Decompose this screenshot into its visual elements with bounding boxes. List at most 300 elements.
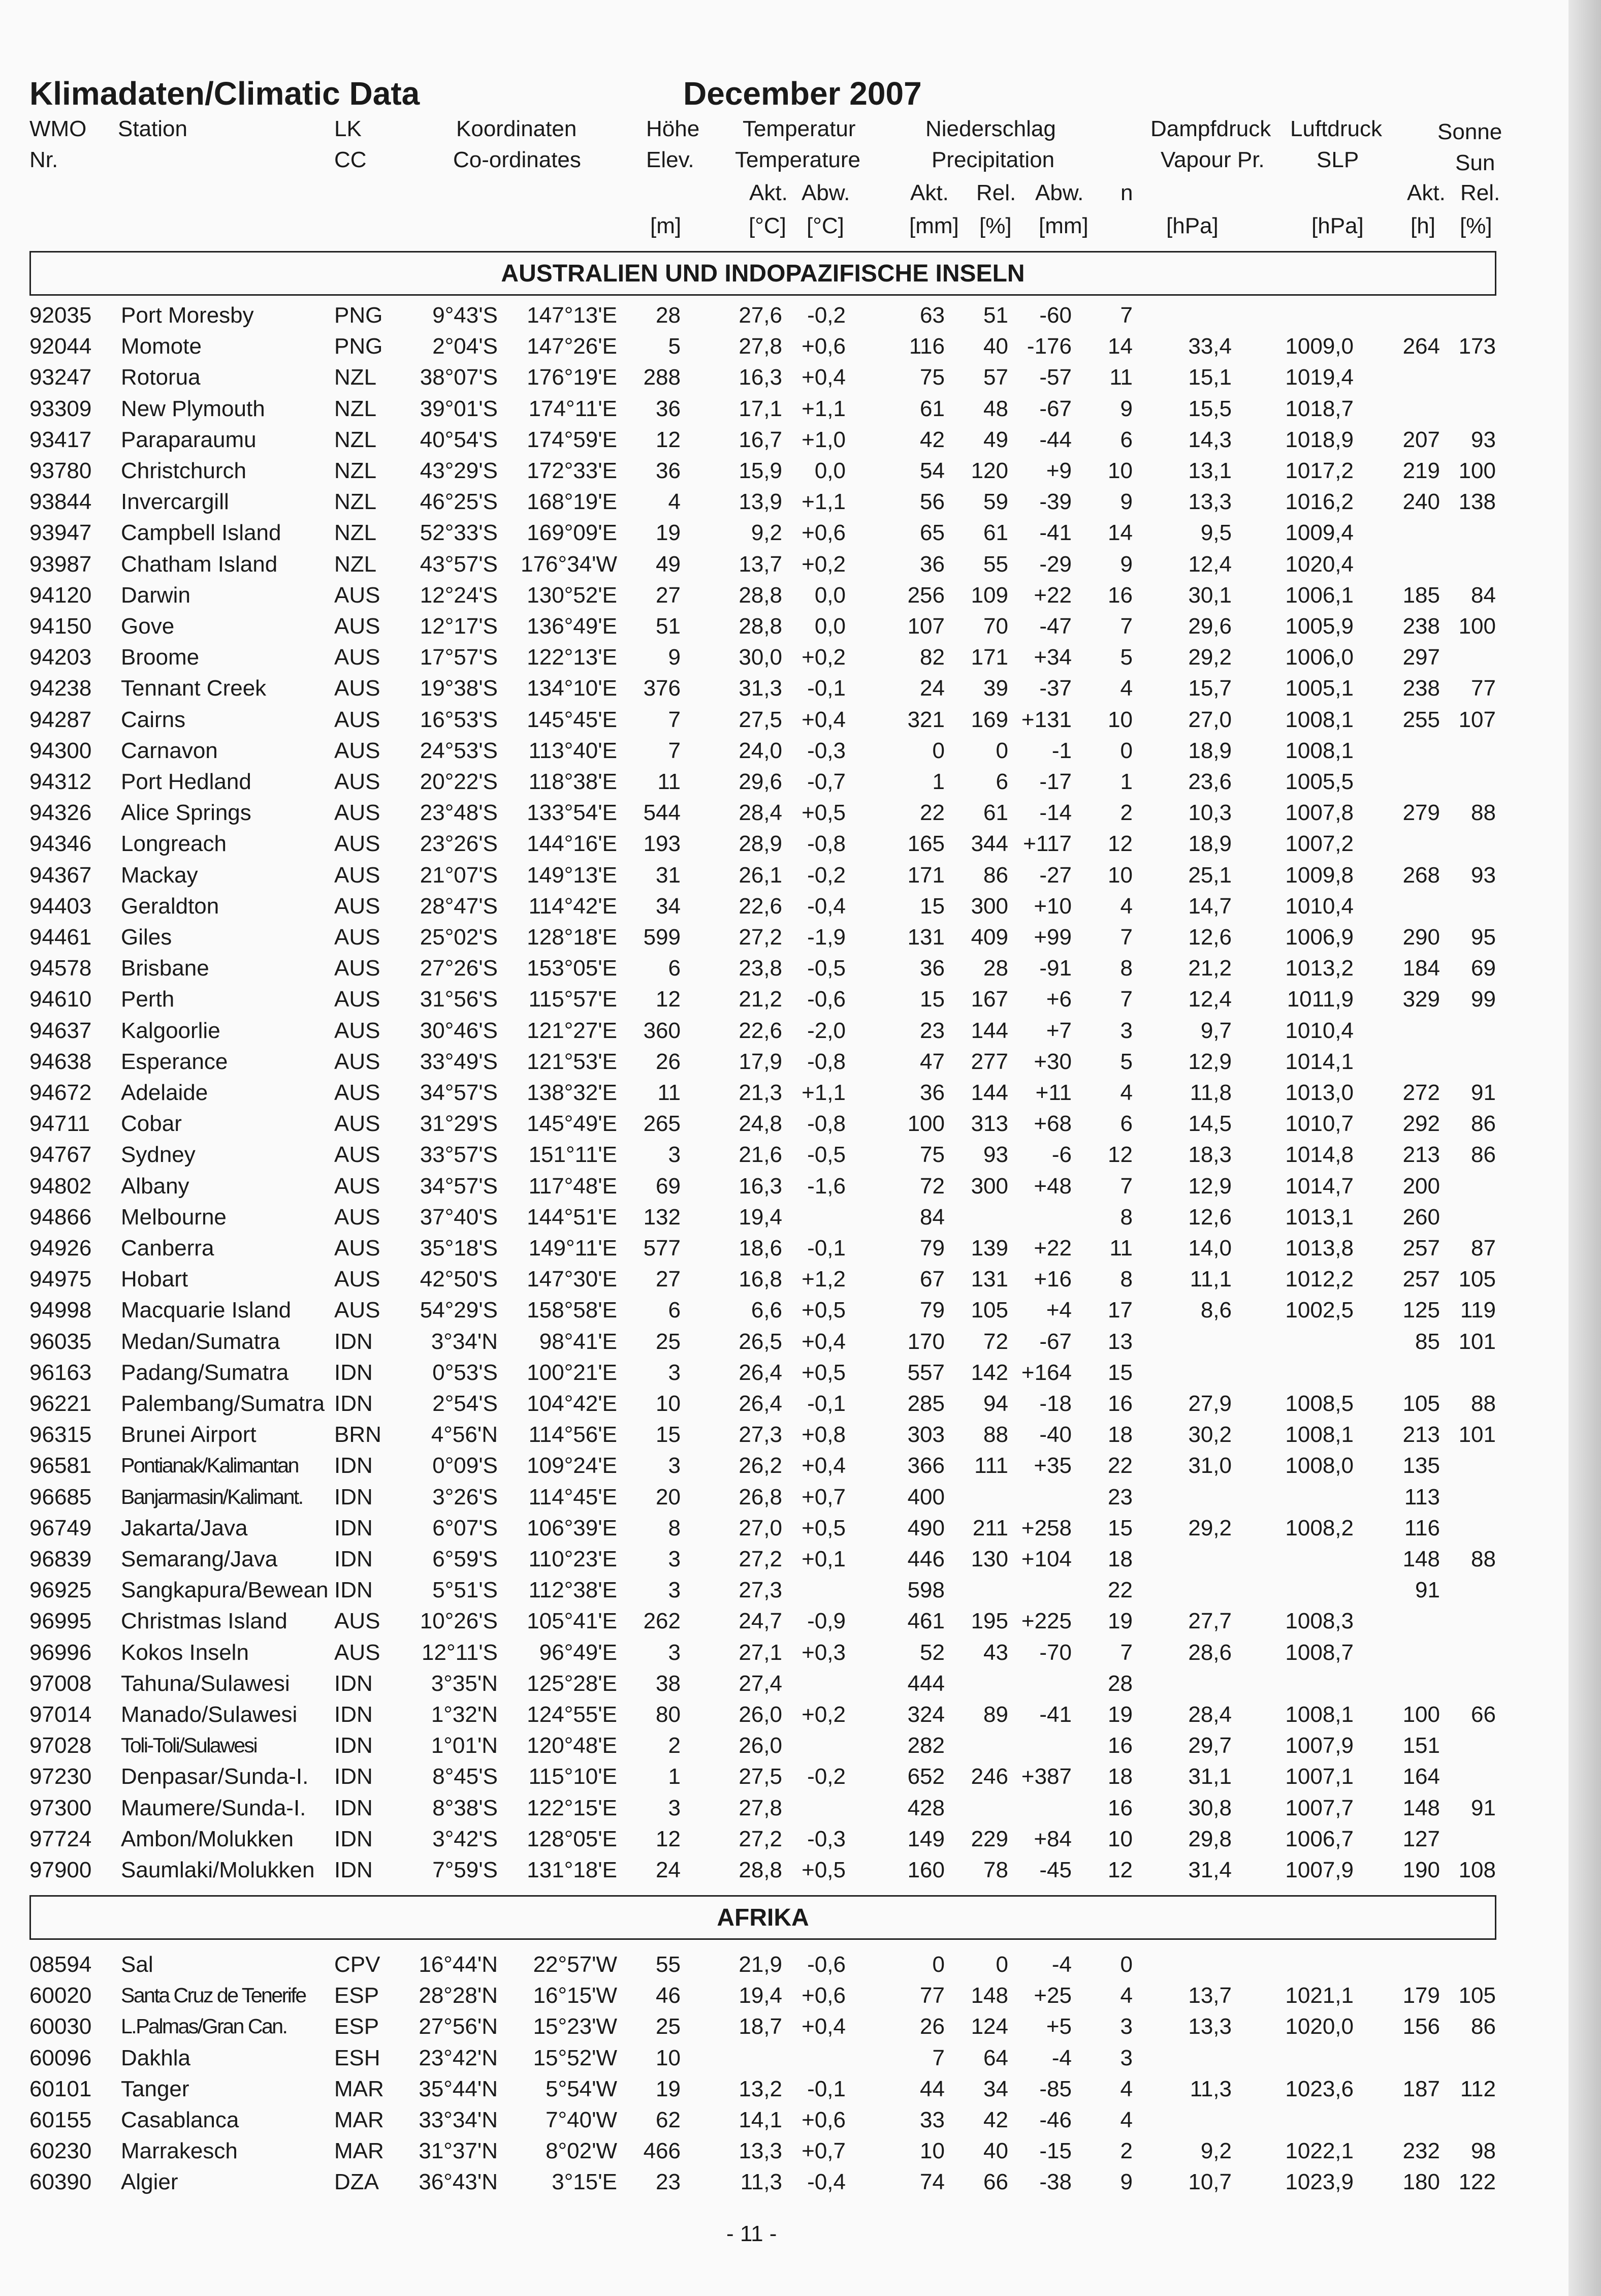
- longitude-cell: 122°15'E: [527, 1795, 617, 1820]
- latitude-cell: 35°18'S: [420, 1236, 498, 1261]
- vapour-cell: 21,2: [1188, 956, 1232, 981]
- slp-cell: 1013,0: [1285, 1080, 1354, 1105]
- precip-rel-cell: 139: [971, 1236, 1008, 1261]
- precip-days-cell: 4: [1120, 2108, 1133, 2132]
- precip-days-cell: 8: [1120, 956, 1133, 981]
- table-row: [0, 1388, 1568, 1419]
- longitude-cell: 115°10'E: [528, 1764, 617, 1789]
- latitude-cell: 6°59'S: [432, 1547, 498, 1571]
- precip-days-cell: 12: [1108, 1142, 1133, 1168]
- temp-akt-cell: 26,0: [739, 1733, 782, 1758]
- longitude-cell: 110°23'E: [528, 1547, 617, 1571]
- precip-days-cell: 16: [1108, 1733, 1133, 1758]
- table-row: [0, 1046, 1568, 1077]
- precip-days-cell: 2: [1120, 800, 1133, 826]
- temp-abw-cell: -0,4: [807, 893, 846, 919]
- country-cell: AUS: [334, 862, 380, 888]
- hdr-s-akt: Akt.: [1407, 180, 1446, 205]
- vapour-cell: 11,3: [1190, 2076, 1232, 2101]
- elevation-cell: 11: [657, 769, 681, 794]
- table-row: [0, 1637, 1568, 1668]
- vapour-cell: 12,9: [1188, 1173, 1232, 1199]
- latitude-cell: 12°17'S: [420, 614, 498, 639]
- temp-abw-cell: +0,4: [802, 707, 846, 732]
- temp-abw-cell: -0,9: [807, 1609, 846, 1634]
- longitude-cell: 121°27'E: [527, 1018, 617, 1043]
- sun-rel-cell: 93: [1471, 862, 1496, 888]
- country-cell: PNG: [334, 334, 383, 359]
- vapour-cell: 9,2: [1200, 2138, 1232, 2164]
- temp-akt-cell: 24,8: [739, 1111, 782, 1137]
- table-row: [0, 766, 1568, 797]
- sun-rel-cell: 69: [1471, 956, 1496, 981]
- precip-akt-cell: 84: [920, 1204, 945, 1230]
- unit-h: [h]: [1411, 213, 1435, 238]
- longitude-cell: 8°02'W: [546, 2138, 617, 2164]
- precip-days-cell: 14: [1108, 520, 1133, 546]
- wmo-cell: 94312: [29, 769, 92, 794]
- elevation-cell: 599: [643, 925, 681, 950]
- sun-rel-cell: 77: [1471, 676, 1496, 701]
- wmo-cell: 97724: [29, 1826, 92, 1851]
- wmo-cell: 96685: [29, 1484, 92, 1509]
- precip-akt-cell: 557: [907, 1360, 945, 1385]
- temp-akt-cell: 11,3: [740, 2169, 782, 2195]
- elevation-cell: 27: [656, 582, 681, 608]
- hdr-temperature: Temperature: [735, 147, 861, 172]
- wmo-cell: 94610: [29, 987, 92, 1012]
- temp-akt-cell: 23,8: [739, 956, 782, 981]
- station-cell: Mackay: [121, 862, 198, 888]
- slp-cell: 1020,4: [1285, 551, 1354, 577]
- country-cell: AUS: [334, 1173, 380, 1199]
- station-cell: Banjarmasin/Kalimant.: [121, 1485, 303, 1508]
- country-cell: AUS: [334, 645, 380, 670]
- country-cell: NZL: [334, 489, 377, 515]
- precip-rel-cell: 130: [971, 1547, 1008, 1571]
- precip-days-cell: 19: [1108, 1702, 1133, 1727]
- hdr-nr: Nr.: [29, 147, 58, 172]
- table-row: [0, 517, 1568, 548]
- table-row: [0, 828, 1568, 859]
- country-cell: AUS: [334, 582, 380, 608]
- precip-akt-cell: 42: [920, 427, 945, 452]
- temp-abw-cell: -0,5: [807, 956, 846, 981]
- country-cell: AUS: [334, 1080, 380, 1105]
- country-cell: AUS: [334, 1049, 380, 1074]
- temp-abw-cell: -2,0: [807, 1018, 846, 1043]
- slp-cell: 1005,5: [1285, 769, 1354, 794]
- vapour-cell: 25,1: [1188, 862, 1232, 888]
- table-row: [0, 1730, 1568, 1761]
- precip-days-cell: 5: [1120, 645, 1133, 670]
- precip-akt-cell: 282: [907, 1733, 945, 1758]
- precip-akt-cell: 23: [920, 1018, 945, 1043]
- longitude-cell: 149°13'E: [527, 862, 617, 888]
- document-title: Klimadaten/Climatic Data: [29, 75, 420, 112]
- country-cell: AUS: [334, 707, 380, 732]
- slp-cell: 1022,1: [1285, 2138, 1354, 2164]
- sun-akt-cell: 185: [1402, 582, 1440, 608]
- longitude-cell: 114°42'E: [528, 893, 617, 919]
- country-cell: AUS: [334, 800, 380, 826]
- elevation-cell: 24: [656, 1858, 681, 1882]
- temp-abw-cell: -0,2: [807, 862, 846, 888]
- precip-days-cell: 9: [1120, 489, 1133, 515]
- elevation-cell: 19: [656, 2076, 681, 2101]
- precip-days-cell: 18: [1108, 1764, 1133, 1789]
- sun-akt-cell: 213: [1402, 1142, 1440, 1168]
- precip-akt-cell: 400: [907, 1484, 945, 1509]
- elevation-cell: 55: [656, 1952, 681, 1977]
- precip-days-cell: 4: [1120, 676, 1133, 701]
- country-cell: AUS: [334, 987, 380, 1012]
- table-row: [0, 2011, 1568, 2042]
- precip-days-cell: 22: [1108, 1578, 1133, 1603]
- elevation-cell: 265: [643, 1111, 681, 1137]
- precip-rel-cell: 0: [996, 738, 1008, 763]
- hdr-temperatur: Temperatur: [743, 116, 856, 141]
- sun-rel-cell: 101: [1458, 1422, 1496, 1448]
- longitude-cell: 151°11'E: [528, 1142, 617, 1168]
- wmo-cell: 94998: [29, 1298, 92, 1323]
- vapour-cell: 29,2: [1188, 1515, 1232, 1540]
- precip-akt-cell: 0: [932, 1952, 945, 1977]
- latitude-cell: 40°54'S: [420, 427, 498, 452]
- unit-m: [m]: [650, 213, 682, 238]
- table-row: [0, 455, 1568, 486]
- latitude-cell: 34°57'S: [420, 1173, 498, 1199]
- sun-akt-cell: 148: [1402, 1547, 1440, 1571]
- latitude-cell: 31°37'N: [419, 2138, 498, 2164]
- table-row: [0, 1980, 1568, 2011]
- wmo-cell: 97028: [29, 1733, 92, 1758]
- country-cell: AUS: [334, 925, 380, 950]
- longitude-cell: 117°48'E: [528, 1173, 617, 1199]
- temp-akt-cell: 27,8: [739, 1795, 782, 1820]
- temp-akt-cell: 22,6: [739, 893, 782, 919]
- slp-cell: 1002,5: [1285, 1298, 1354, 1323]
- vapour-cell: 27,7: [1188, 1609, 1232, 1634]
- vapour-cell: 31,0: [1188, 1453, 1232, 1479]
- wmo-cell: 94637: [29, 1018, 92, 1043]
- precip-rel-cell: 169: [971, 707, 1008, 732]
- country-cell: AUS: [334, 676, 380, 701]
- precip-akt-cell: 303: [907, 1422, 945, 1448]
- elevation-cell: 5: [668, 334, 681, 359]
- precip-akt-cell: 7: [932, 2045, 945, 2070]
- table-row: [0, 1761, 1568, 1792]
- vapour-cell: 28,4: [1188, 1702, 1232, 1727]
- latitude-cell: 43°57'S: [420, 551, 498, 577]
- temp-akt-cell: 18,7: [739, 2014, 782, 2039]
- country-cell: AUS: [334, 1609, 380, 1634]
- precip-abw-cell: -70: [1039, 1640, 1072, 1665]
- precip-akt-cell: 165: [907, 831, 945, 857]
- temp-akt-cell: 26,1: [739, 862, 782, 888]
- temp-akt-cell: 26,2: [739, 1453, 782, 1479]
- country-cell: AUS: [334, 1204, 380, 1230]
- precip-days-cell: 3: [1120, 1018, 1133, 1043]
- precip-akt-cell: 36: [920, 551, 945, 577]
- latitude-cell: 12°11'S: [422, 1640, 498, 1665]
- temp-akt-cell: 27,2: [739, 1826, 782, 1851]
- elevation-cell: 25: [656, 1329, 681, 1354]
- wmo-cell: 94203: [29, 645, 92, 670]
- table-row: [0, 1854, 1568, 1885]
- temp-akt-cell: 17,1: [739, 396, 782, 421]
- station-cell: Santa Cruz de Tenerife: [121, 1984, 306, 2007]
- precip-days-cell: 19: [1108, 1609, 1133, 1634]
- longitude-cell: 176°19'E: [527, 365, 617, 390]
- precip-abw-cell: +34: [1034, 645, 1072, 670]
- longitude-cell: 136°49'E: [527, 614, 617, 639]
- temp-abw-cell: +1,1: [802, 1080, 846, 1105]
- temp-abw-cell: -0,2: [807, 303, 846, 328]
- hdr-cc: CC: [334, 147, 367, 172]
- wmo-cell: 60101: [29, 2076, 92, 2101]
- table-row: [0, 642, 1568, 673]
- table-row: [0, 1482, 1568, 1513]
- slp-cell: 1013,1: [1285, 1204, 1354, 1230]
- slp-cell: 1007,8: [1285, 800, 1354, 826]
- unit-pct-sun: [%]: [1460, 213, 1492, 238]
- longitude-cell: 112°38'E: [528, 1578, 617, 1603]
- precip-abw-cell: -4: [1051, 2045, 1072, 2070]
- table-row: [0, 1792, 1568, 1823]
- longitude-cell: 113°40'E: [528, 738, 617, 763]
- wmo-cell: 97300: [29, 1795, 92, 1820]
- station-cell: Giles: [121, 925, 172, 950]
- table-row: [0, 2135, 1568, 2166]
- elevation-cell: 262: [643, 1609, 681, 1634]
- sun-akt-cell: 148: [1402, 1795, 1440, 1820]
- precip-rel-cell: 94: [983, 1391, 1008, 1416]
- precip-abw-cell: +6: [1046, 987, 1072, 1012]
- table-row: [0, 1264, 1568, 1295]
- hdr-sun: Sun: [1455, 150, 1495, 175]
- precip-rel-cell: 144: [971, 1080, 1008, 1105]
- sun-akt-cell: 187: [1402, 2076, 1440, 2101]
- precip-days-cell: 12: [1108, 1858, 1133, 1882]
- longitude-cell: 145°49'E: [527, 1111, 617, 1137]
- precip-rel-cell: 66: [983, 2169, 1008, 2195]
- country-cell: AUS: [334, 1018, 380, 1043]
- wmo-cell: 94403: [29, 893, 92, 919]
- latitude-cell: 0°53'S: [432, 1360, 498, 1385]
- station-cell: L.Palmas/Gran Can.: [121, 2015, 287, 2038]
- longitude-cell: 125°28'E: [527, 1671, 617, 1696]
- country-cell: IDN: [334, 1578, 373, 1603]
- temp-abw-cell: -1,9: [807, 925, 846, 950]
- country-cell: AUS: [334, 1236, 380, 1261]
- vapour-cell: 14,3: [1188, 427, 1232, 452]
- precip-rel-cell: 211: [972, 1515, 1008, 1540]
- wmo-cell: 94150: [29, 614, 92, 639]
- precip-rel-cell: 28: [983, 956, 1008, 981]
- slp-cell: 1010,7: [1285, 1111, 1354, 1137]
- precip-rel-cell: 61: [983, 800, 1008, 826]
- sun-rel-cell: 93: [1471, 427, 1496, 452]
- precip-akt-cell: 61: [920, 396, 945, 421]
- slp-cell: 1008,1: [1285, 1702, 1354, 1727]
- temp-abw-cell: -1,6: [807, 1173, 846, 1199]
- latitude-cell: 52°33'S: [420, 520, 498, 546]
- temp-abw-cell: -0,1: [807, 2076, 846, 2101]
- elevation-cell: 49: [656, 551, 681, 577]
- precip-abw-cell: +11: [1035, 1080, 1072, 1105]
- table-row: [0, 2104, 1568, 2135]
- longitude-cell: 147°13'E: [527, 303, 617, 328]
- wmo-cell: 08594: [29, 1952, 92, 1977]
- longitude-cell: 121°53'E: [527, 1049, 617, 1074]
- station-cell: Tahuna/Sulawesi: [121, 1671, 290, 1696]
- sun-akt-cell: 329: [1402, 987, 1440, 1012]
- elevation-cell: 31: [656, 862, 681, 888]
- wmo-cell: 60390: [29, 2169, 92, 2195]
- wmo-cell: 92044: [29, 334, 92, 359]
- latitude-cell: 30°46'S: [420, 1018, 498, 1043]
- precip-rel-cell: 409: [971, 925, 1008, 950]
- wmo-cell: 94926: [29, 1236, 92, 1261]
- sun-rel-cell: 138: [1458, 489, 1496, 515]
- precip-rel-cell: 144: [971, 1018, 1008, 1043]
- temp-akt-cell: 17,9: [739, 1049, 782, 1074]
- precip-days-cell: 9: [1120, 2169, 1133, 2195]
- sun-akt-cell: 164: [1402, 1764, 1440, 1789]
- slp-cell: 1007,7: [1285, 1795, 1354, 1820]
- sun-akt-cell: 272: [1402, 1080, 1440, 1105]
- precip-akt-cell: 47: [920, 1049, 945, 1074]
- latitude-cell: 17°57'S: [420, 645, 498, 670]
- precip-akt-cell: 100: [907, 1111, 945, 1137]
- precip-rel-cell: 148: [971, 1983, 1008, 2008]
- temp-abw-cell: +0,5: [802, 800, 846, 826]
- vapour-cell: 18,9: [1188, 738, 1232, 763]
- wmo-cell: 60230: [29, 2138, 92, 2164]
- longitude-cell: 128°18'E: [527, 925, 617, 950]
- station-cell: Algier: [121, 2169, 178, 2195]
- table-row: [0, 1668, 1568, 1699]
- elevation-cell: 36: [656, 396, 681, 421]
- country-cell: ESP: [334, 2014, 379, 2039]
- table-row: [0, 1295, 1568, 1326]
- temp-akt-cell: 18,6: [739, 1236, 782, 1261]
- country-cell: AUS: [334, 1142, 380, 1168]
- longitude-cell: 168°19'E: [527, 489, 617, 515]
- temp-abw-cell: -0,1: [807, 1236, 846, 1261]
- precip-abw-cell: -47: [1039, 614, 1072, 639]
- precip-abw-cell: -27: [1039, 862, 1072, 888]
- precip-abw-cell: -4: [1051, 1952, 1072, 1977]
- temp-akt-cell: 19,4: [739, 1204, 782, 1230]
- temp-abw-cell: 0,0: [814, 458, 846, 483]
- elevation-cell: 2: [668, 1733, 681, 1758]
- latitude-cell: 28°28'N: [419, 1983, 498, 2008]
- table-row: [0, 984, 1568, 1015]
- sun-akt-cell: 240: [1402, 489, 1440, 515]
- precip-abw-cell: +30: [1034, 1049, 1072, 1074]
- latitude-cell: 25°02'S: [420, 925, 498, 950]
- station-cell: New Plymouth: [121, 396, 265, 421]
- latitude-cell: 10°26'S: [420, 1609, 498, 1634]
- precip-days-cell: 4: [1120, 893, 1133, 919]
- station-cell: Canberra: [121, 1236, 214, 1261]
- elevation-cell: 19: [656, 520, 681, 546]
- elevation-cell: 4: [668, 489, 681, 515]
- temp-akt-cell: 28,8: [739, 582, 782, 608]
- precip-abw-cell: -57: [1039, 365, 1072, 390]
- elevation-cell: 12: [656, 427, 681, 452]
- precip-abw-cell: -176: [1027, 334, 1072, 359]
- precip-rel-cell: 89: [983, 1702, 1008, 1727]
- unit-c-abw: [°C]: [807, 213, 844, 238]
- temp-abw-cell: +1,0: [802, 427, 846, 452]
- temp-abw-cell: +0,6: [802, 520, 846, 546]
- precip-days-cell: 5: [1120, 1049, 1133, 1074]
- table-row: [0, 486, 1568, 517]
- precip-days-cell: 7: [1120, 1640, 1133, 1665]
- sun-akt-cell: 184: [1402, 956, 1440, 981]
- latitude-cell: 36°43'N: [419, 2169, 498, 2195]
- temp-akt-cell: 24,7: [739, 1609, 782, 1634]
- vapour-cell: 12,4: [1188, 551, 1232, 577]
- slp-cell: 1008,5: [1285, 1391, 1354, 1416]
- wmo-cell: 94578: [29, 956, 92, 981]
- wmo-cell: 96581: [29, 1453, 92, 1479]
- precip-akt-cell: 461: [907, 1609, 945, 1634]
- temp-akt-cell: 26,0: [739, 1702, 782, 1727]
- hdr-wmo: WMO: [29, 116, 87, 141]
- vapour-cell: 15,7: [1188, 676, 1232, 701]
- temp-abw-cell: +0,6: [802, 2108, 846, 2132]
- longitude-cell: 22°57'W: [533, 1952, 617, 1977]
- longitude-cell: 176°34'W: [521, 551, 617, 577]
- precip-akt-cell: 149: [907, 1826, 945, 1851]
- precip-abw-cell: -60: [1039, 303, 1072, 328]
- elevation-cell: 3: [668, 1795, 681, 1820]
- sun-akt-cell: 151: [1402, 1733, 1440, 1758]
- temp-akt-cell: 13,7: [739, 551, 782, 577]
- vapour-cell: 28,6: [1188, 1640, 1232, 1665]
- precip-akt-cell: 44: [920, 2076, 945, 2101]
- latitude-cell: 21°07'S: [420, 862, 498, 888]
- latitude-cell: 54°29'S: [420, 1298, 498, 1323]
- slp-cell: 1008,1: [1285, 738, 1354, 763]
- country-cell: CPV: [334, 1952, 380, 1977]
- precip-abw-cell: -17: [1039, 769, 1072, 794]
- station-cell: Christmas Island: [121, 1609, 287, 1634]
- precip-akt-cell: 116: [909, 334, 945, 359]
- wmo-cell: 94461: [29, 925, 92, 950]
- latitude-cell: 6°07'S: [432, 1515, 498, 1540]
- precip-days-cell: 22: [1108, 1453, 1133, 1479]
- elevation-cell: 3: [668, 1142, 681, 1168]
- elevation-cell: 9: [668, 645, 681, 670]
- longitude-cell: 114°56'E: [528, 1422, 617, 1448]
- latitude-cell: 23°26'S: [420, 831, 498, 857]
- precip-days-cell: 0: [1120, 738, 1133, 763]
- table-row: [0, 549, 1568, 580]
- precip-rel-cell: 34: [983, 2076, 1008, 2101]
- hdr-station: Station: [118, 116, 187, 141]
- sun-rel-cell: 87: [1471, 1236, 1496, 1261]
- wmo-cell: 60020: [29, 1983, 92, 2008]
- latitude-cell: 1°32'N: [431, 1702, 498, 1727]
- wmo-cell: 94367: [29, 862, 92, 888]
- vapour-cell: 31,4: [1188, 1858, 1232, 1882]
- slp-cell: 1018,7: [1285, 396, 1354, 421]
